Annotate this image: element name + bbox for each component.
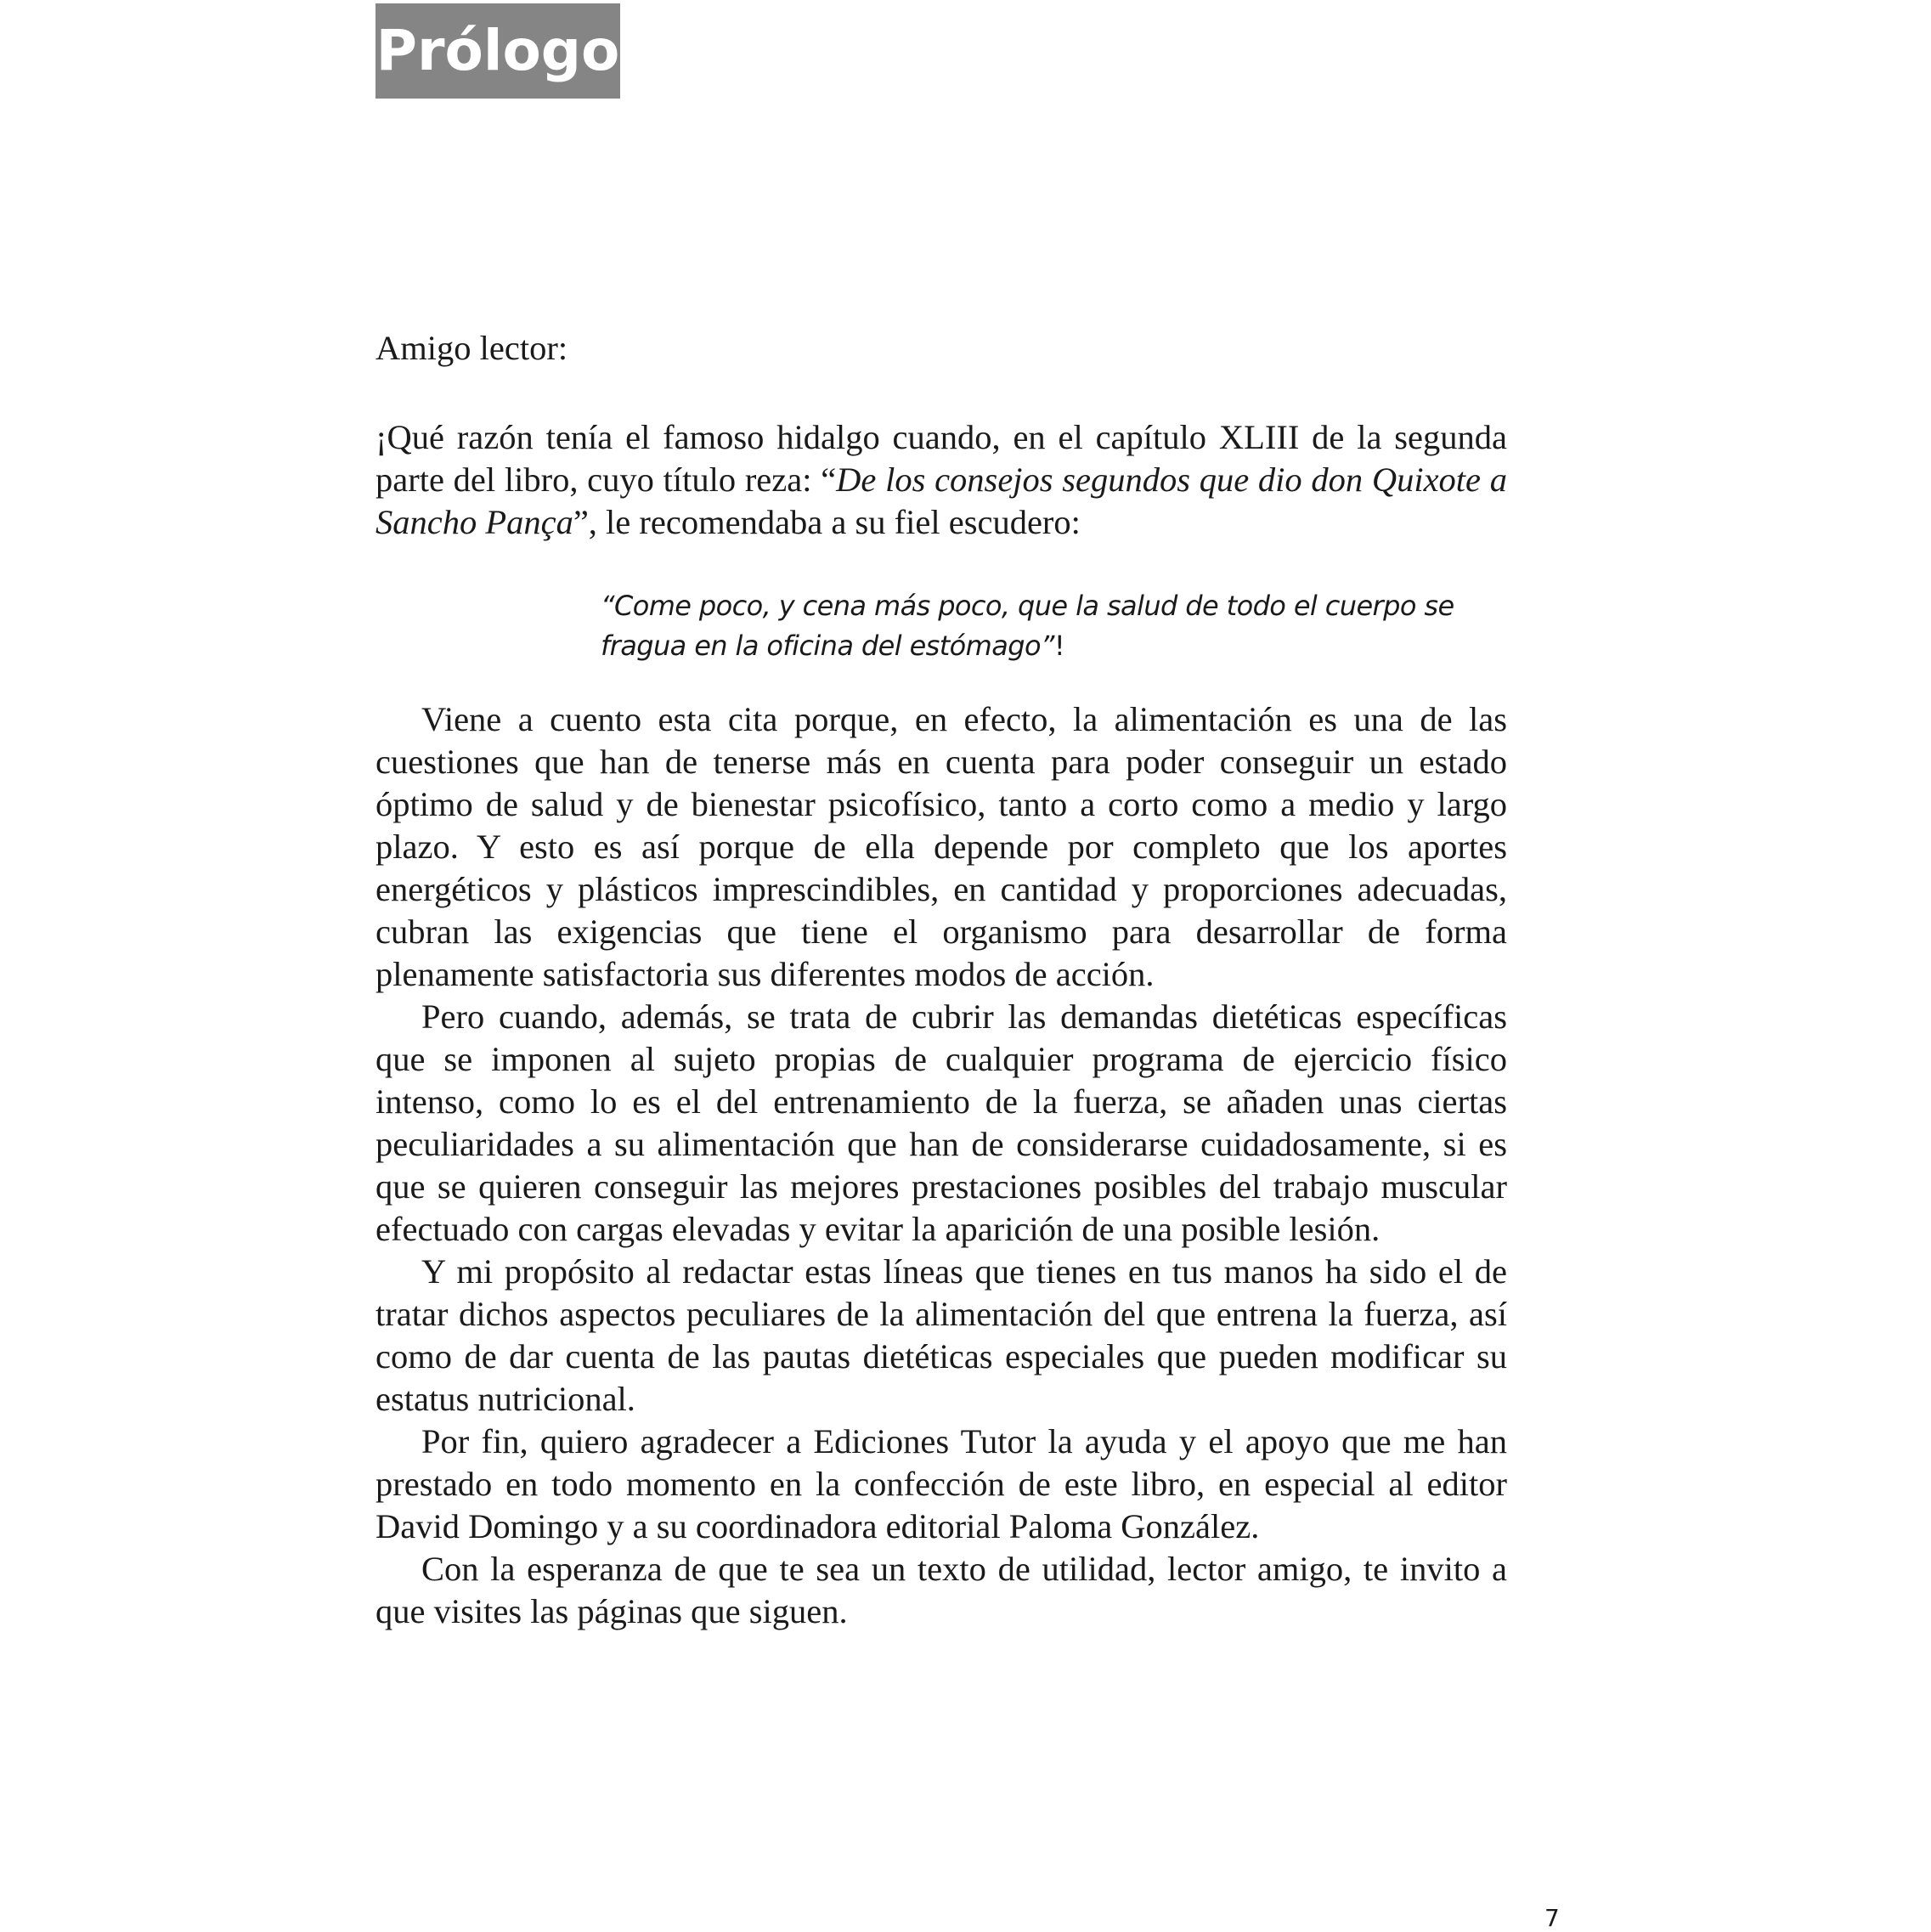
intro-paragraph [375,416,1507,544]
paragraph: Pero cuando, además, se trata de cubrir las demandas dietéticas específicas que se imponen al sujeto propias de cualquier programa de ejercicio físico intenso, como lo es el del entrenamiento de la fuerza, se añaden unas ciertas peculiaridades a su alimentación que han de considerarse cuidadosamente, si es que se quieren conseguir las mejores prestaciones posibles del trabajo muscular efectuado con cargas elevadas y evitar la aparición de una posible lesión. [375,997,1507,1248]
intro-text-before: ¡Qué razón tenía el famoso hidalgo cuando, en el capítulo XLIII de la segunda parte del libro, cuyo título reza: “ [375,418,1507,499]
salutation: Amigo lector: [375,329,568,367]
quote-ending: ! [1053,630,1065,662]
chapter-title: Prólogo [375,18,620,83]
body-paragraphs [375,698,1507,1633]
page-number: 7 [1544,1904,1560,1932]
intro-chapter-title: De los consejos segundos que dio don Quixote a Sancho Pança [375,460,1507,541]
chapter-title-box [375,3,620,99]
paragraph: Con la esperanza de que te sea un texto de utilidad, lector amigo, te invito a que visites las páginas que siguen. [375,1550,1507,1630]
quote-text: “Come poco, y cena más poco, que la salud de todo el cuerpo se fragua en la oficina del estómago” [601,590,1454,662]
paragraph: Viene a cuento esta cita porque, en efecto, la alimentación es una de las cuestiones que han de tenerse más en cuenta para poder conseguir un estado óptimo de salud y de bienestar psicofísico, tanto a corto como a medio y largo plazo. Y esto es así porque de ella depende por completo que los aportes energéticos y plásticos imprescindibles, en cantidad y proporciones adecuadas, cubran las exigencias que tiene el organismo para desarrollar de forma plenamente satisfactoria sus diferentes modos de acción. [375,700,1507,993]
paragraph: Y mi propósito al redactar estas líneas que tienes en tus manos ha sido el de tratar dichos aspectos peculiares de la alimentación del que entrena la fuerza, así como de dar cuenta de las pautas dietéticas especiales que pueden modificar su estatus nutricional. [375,1252,1507,1418]
paragraph: Por fin, quiero agradecer a Ediciones Tutor la ayuda y el apoyo que me han prestado en todo momento en la confección de este libro, en especial al editor David Domingo y a su coordinadora editorial Paloma González. [375,1422,1507,1545]
block-quote [601,586,1510,666]
intro-text-after: ”, le recomendaba a su fiel escudero: [573,503,1081,541]
